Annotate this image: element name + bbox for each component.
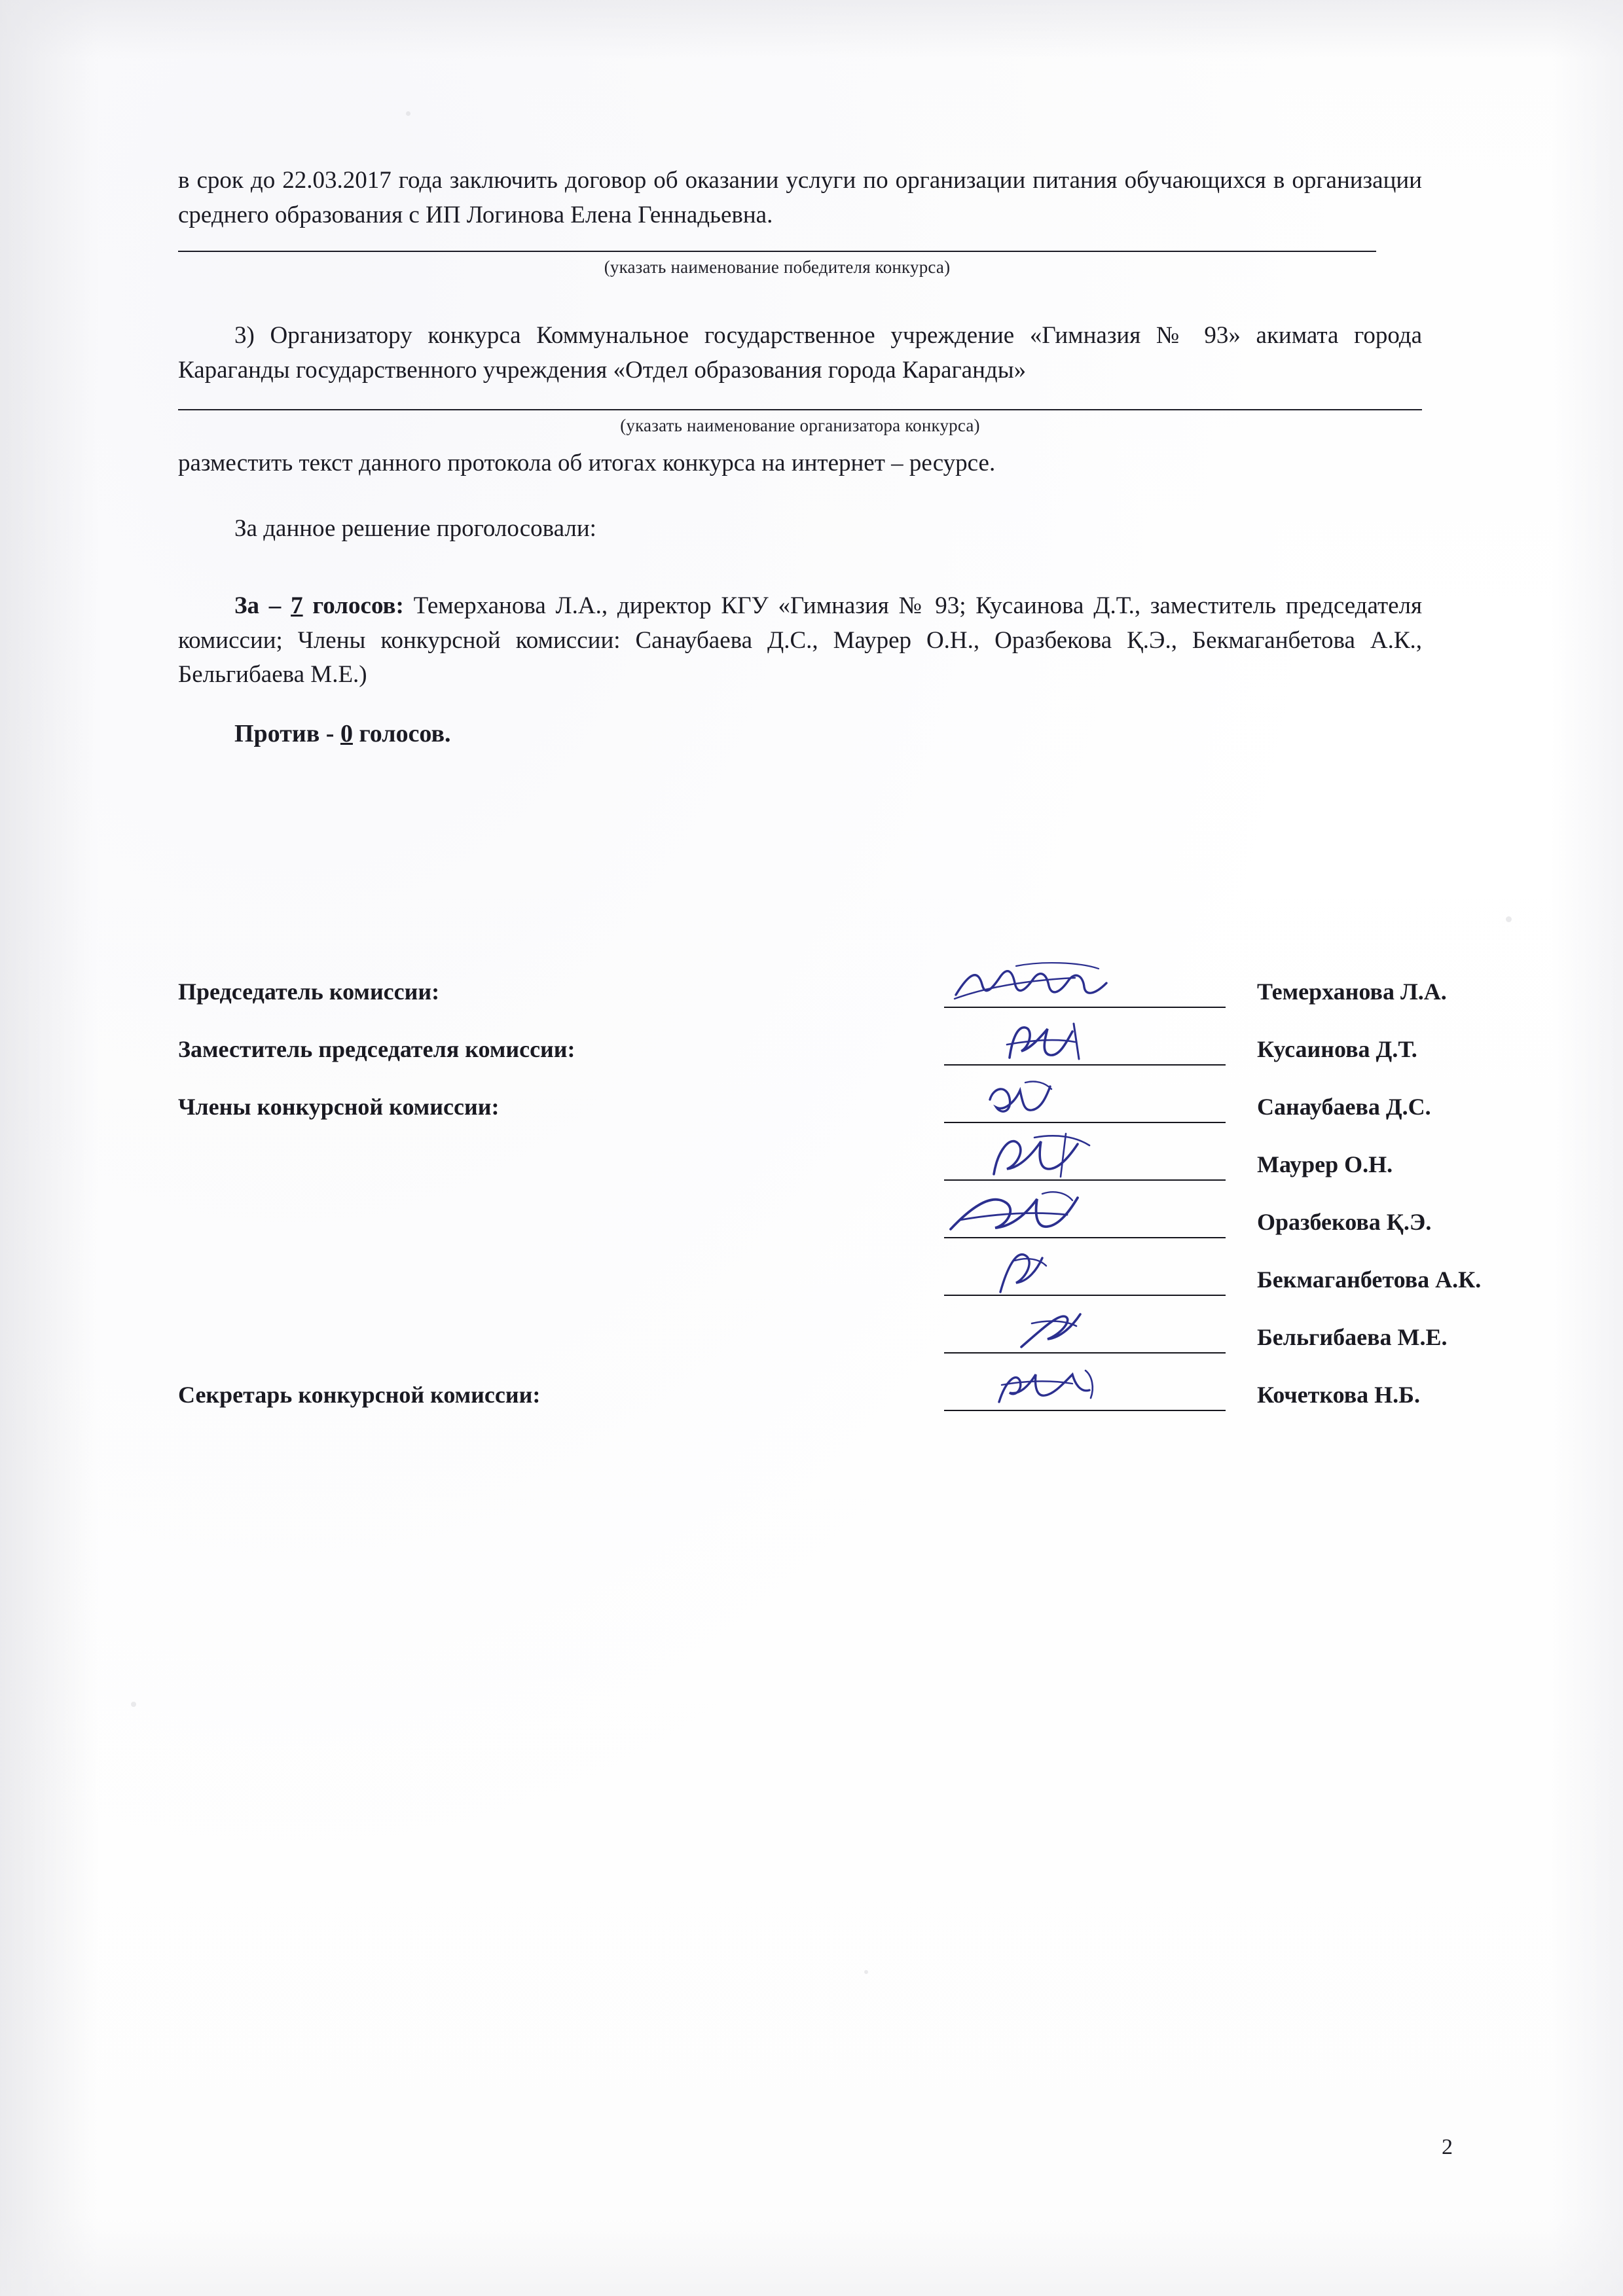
signature-line [944,1410,1226,1411]
page-number: 2 [1442,2135,1453,2159]
signature-row [178,1257,1482,1314]
signature-name: Оразбекова Қ.Э. [1257,1209,1432,1235]
signature-name: Бельгибаева М.Е. [1257,1324,1448,1350]
signature-role: Члены конкурсной комиссии: [178,1094,500,1120]
paragraph-contract-deadline: в срок до 22.03.2017 года заключить договор об оказании услуги по организации питания обучающихся в организации среднего образования с ИП Логинова Елена Геннадьевна. [178,167,1422,228]
signature-row [178,1141,1442,1199]
signature-role: Заместитель председателя комиссии: [178,1036,575,1062]
votes-for-block [178,589,1422,692]
signature-name: Кусаинова Д.Т. [1257,1036,1417,1062]
signature-line [944,1007,1226,1008]
signature-role: Председатель комиссии: [178,978,440,1005]
signature-row [178,1199,1442,1257]
signature-name: Бекмаганбетова А.К. [1257,1266,1482,1293]
scan-edge-right [1551,0,1623,2296]
signature-name: Маурер О.Н. [1257,1151,1393,1177]
paragraph-organizer: 3) Организатору конкурса Коммунальное государственное учреждение «Гимназия № 93» акимата города Караганды государственного учреждения «Отдел образования города Караганды» [178,322,1422,384]
paragraph-publish-protocol: разместить текст данного протокола об итогах конкурса на интернет – ресурсе. [178,450,996,476]
scan-edge-left [0,0,98,2296]
votes-for-label: За – [234,592,282,619]
signature-row [178,1026,1442,1084]
scan-edge-bottom [0,2217,1623,2296]
votes-for-count: 7 [291,592,303,619]
caption-winner: (указать наименование победителя конкурса) [604,257,951,277]
scan-edge-top [0,0,1623,59]
signature-line [944,1237,1226,1238]
scan-speck [131,1702,136,1707]
handwritten-signature-icon [944,958,1226,1011]
signature-role: Секретарь конкурсной комиссии: [178,1382,541,1408]
signature-rule-winner [178,251,1376,252]
votes-for-word: голосов: [312,592,404,619]
votes-against-label: Против - [234,720,335,747]
paragraph-voted-intro: За данное решение проголосовали: [234,515,596,542]
votes-against-word: голосов. [359,720,451,747]
signature-name: Кочеткова Н.Б. [1257,1382,1420,1408]
signature-row [178,969,1447,1026]
signature-row [178,1314,1448,1372]
signature-block [178,969,1482,1429]
signature-row [178,1084,1442,1141]
signature-name: Санаубаева Д.С. [1257,1094,1431,1120]
signature-line [944,1064,1226,1066]
signature-line [944,1352,1226,1354]
scan-speck [406,111,410,116]
signature-line [944,1295,1226,1296]
scan-speck [1506,916,1512,922]
votes-against-block [234,717,1422,752]
scan-speck [864,1970,868,1974]
signature-name: Темерханова Л.А. [1257,978,1447,1005]
caption-organizer: (указать наименование организатора конкурса) [620,416,980,435]
signature-line [944,1179,1226,1181]
votes-against-count: 0 [340,720,353,747]
signature-row [178,1372,1442,1429]
signature-line [944,1122,1226,1123]
votes-for-list: Темерханова Л.А., директор КГУ «Гимназия № 93; Кусаинова Д.Т., заместитель председателя комиссии; Члены конкурсной комиссии: Санаубаева Д.С., Маурер О.Н., Оразбекова Қ.Э., Бекмаганбетова А.К., Бельгибаева М.Е.) [178,592,1423,689]
signature-rule-organizer [178,409,1422,410]
